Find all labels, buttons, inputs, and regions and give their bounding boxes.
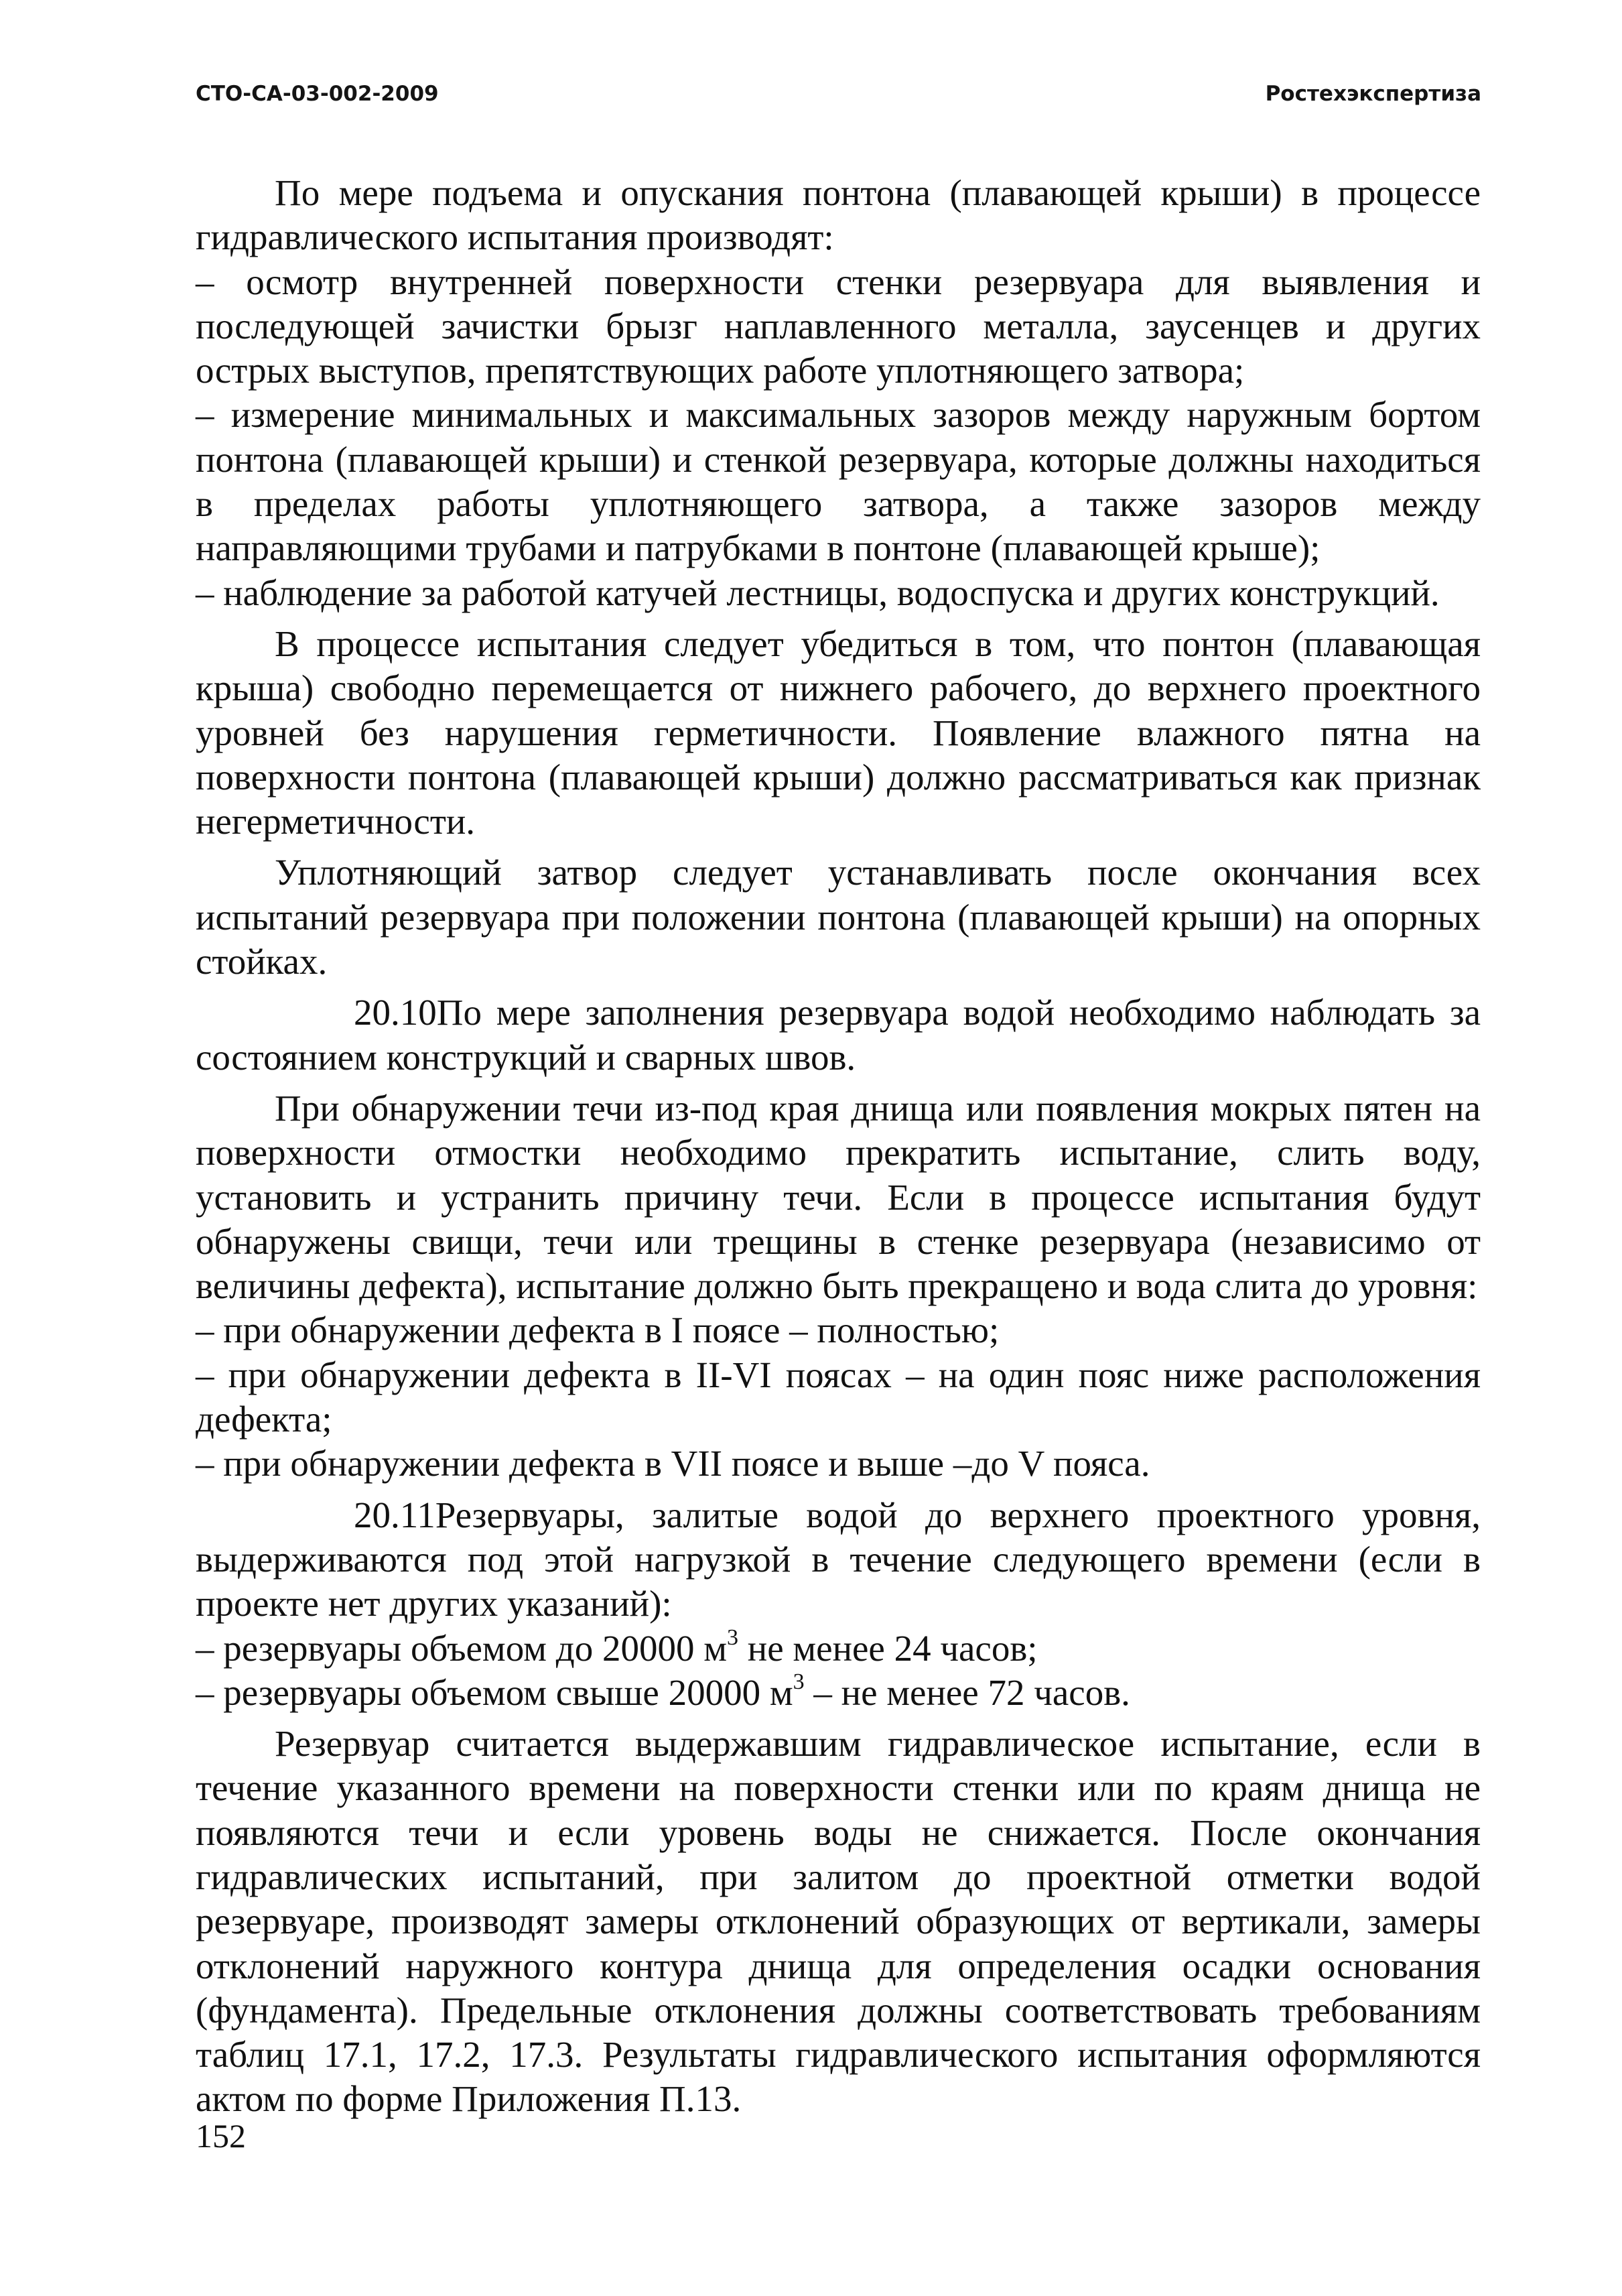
paragraph-seal-installation: Уплотняющий затвор следует устанавливать после окончания всех испытаний резервуара при положении понтона (плавающей крыши) на опорных стойках.: [196, 852, 1481, 982]
section-text: Резервуары, залитые водой до верхнего проектного уровня, выдерживаются под этой нагрузкой в течение следующего времени (если в проекте нет других указаний):: [196, 1494, 1481, 1624]
document-code: СТО-СА-03-002-2009: [196, 82, 439, 106]
paragraph-pontoon-movement: В процессе испытания следует убедиться в том, что понтон (плавающая крыша) свободно перемещается от нижнего рабочего, до верхнего проектного уровней без нарушения герметичности. Появление влажного пятна на поверхности понтона (плавающей крыши) должно рассматриваться как признак негерметичности.: [196, 623, 1481, 842]
section-number: 20.11: [354, 1494, 435, 1535]
section-number: 20.10: [354, 992, 437, 1033]
organization-name: Ростехэкспертиза: [1265, 82, 1481, 106]
page-header: [196, 82, 1481, 111]
section-20-11: [196, 1493, 1481, 1627]
list-item-text: – резервуары объемом свыше 20000 м: [196, 1671, 793, 1713]
paragraph-test-passed: Резервуар считается выдержавшим гидравлическое испытание, если в течение указанного времени на поверхности стенки или по краям днища не появляются течи и если уровень воды не снижается. После окончания гидравлических испытаний, при залитом до проектной отметки водой резервуаре, производят замеры отклонений образующих от вертикали, замеры отклонений наружного контура днища для определения осадки основания (фундамента). Предельные отклонения должны соответствовать требованиям таблиц 17.1, 17.2, 17.3. Результаты гидравлического испытания оформляются актом по форме Приложения П.13.: [196, 1723, 1481, 2120]
list-item-text: – не менее 72 часов.: [804, 1671, 1130, 1713]
list-item-text: не менее 24 часов;: [738, 1627, 1038, 1669]
section-20-10: [196, 991, 1481, 1080]
list-item-belt-1: – при обнаружении дефекта в I поясе – полностью;: [196, 1310, 1000, 1351]
superscript: 3: [727, 1625, 739, 1651]
list-item-observation: – наблюдение за работой катучей лестницы, водоспуска и других конструкций.: [196, 572, 1440, 613]
document-body: [196, 171, 1481, 2122]
list-item-volume-small: [196, 1627, 1481, 1671]
list-item-belt-7: – при обнаружении дефекта в VII поясе и выше –до V пояса.: [196, 1443, 1150, 1484]
page-number: 152: [196, 2117, 246, 2155]
section-text: По мере заполнения резервуара водой необходимо наблюдать за состоянием конструкций и сварных швов.: [196, 992, 1481, 1078]
list-item-text: – резервуары объемом до 20000 м: [196, 1627, 728, 1669]
paragraph-intro: По мере подъема и опускания понтона (плавающей крыши) в процессе гидравлического испытания производят:: [196, 172, 1481, 258]
list-item-belt-2-6: – при обнаружении дефекта в II-VI поясах – на один пояс ниже расположения дефекта;: [196, 1354, 1481, 1440]
list-item-inspection: – осмотр внутренней поверхности стенки резервуара для выявления и последующей зачистки брызг наплавленного металла, заусенцев и других острых выступов, препятствующих работе уплотняющего затвора;: [196, 261, 1481, 391]
paragraph-leak-detection: При обнаружении течи из-под края днища или появления мокрых пятен на поверхности отмостки необходимо прекратить испытание, слить воду, установить и устранить причину течи. Если в процессе испытания будут обнаружены свищи, течи или трещины в стенке резервуара (независимо от величины дефекта), испытание должно быть прекращено и вода слита до уровня:: [196, 1087, 1481, 1307]
superscript: 3: [793, 1669, 805, 1695]
list-item-gap-measurement: – измерение минимальных и максимальных зазоров между наружным бортом понтона (плавающей крыши) и стенкой резервуара, которые должны находиться в пределах работы уплотняющего затвора, а также зазоров между направляющими трубами и патрубками в понтоне (плавающей крыше);: [196, 394, 1481, 569]
list-item-volume-large: [196, 1671, 1481, 1715]
